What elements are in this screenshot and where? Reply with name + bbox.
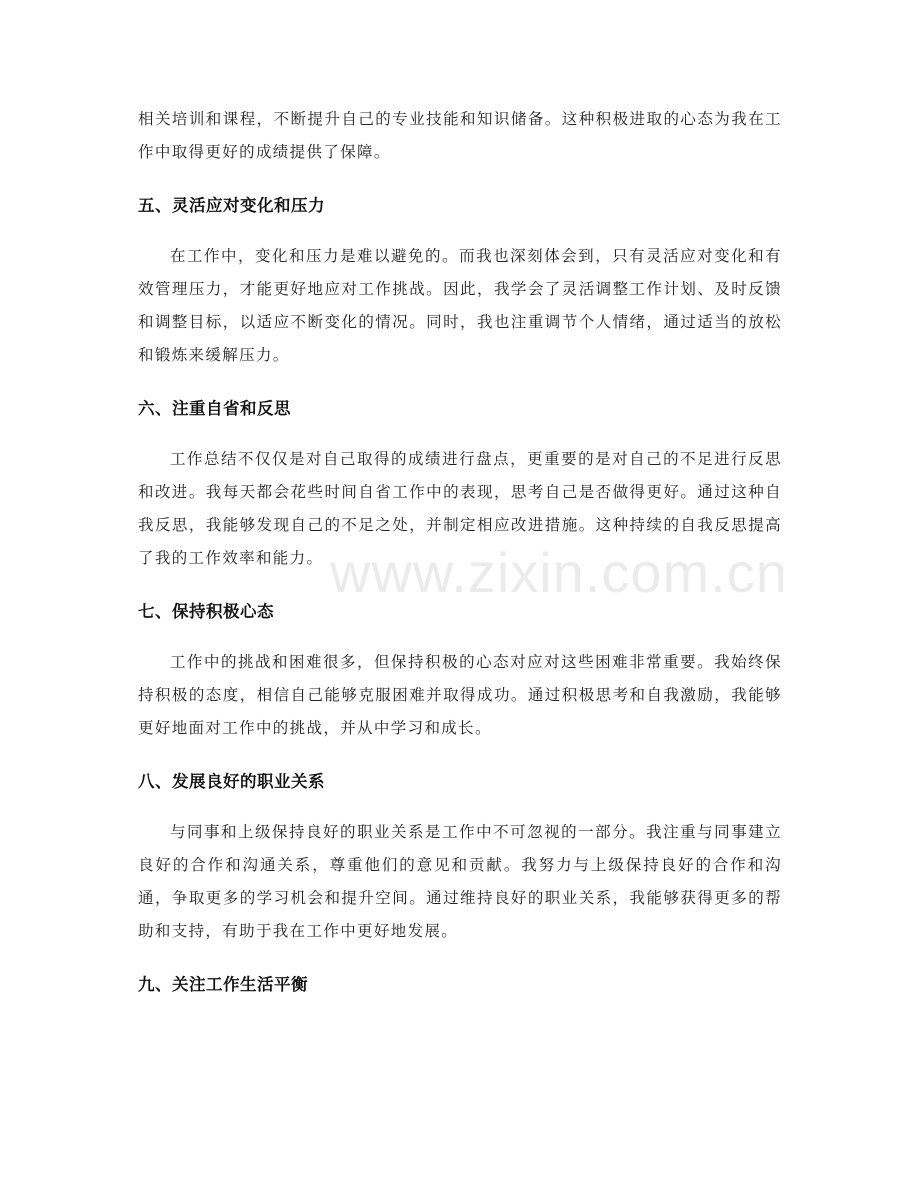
section-body-5: 在工作中，变化和压力是难以避免的。而我也深刻体会到，只有灵活应对变化和有效管理压力，才能更好地应对工作挑战。因此，我学会了灵活调整工作计划、及时反馈和调整目标，以适应不断变化的情况。同时，我也注重调节个人情绪，通过适当的放松和锻炼来缓解压力。 — [138, 247, 782, 364]
section-body-6: 工作总结不仅仅是对自己取得的成绩进行盘点，更重要的是对自己的不足进行反思和改进。我每天都会花些时间自省工作中的表现，思考自己是否做得更好。通过这种自我反思，我能够发现自己的不足之处，并制定相应改进措施。这种持续的自我反思提高了我的工作效率和能力。 — [138, 450, 782, 567]
section-heading-6: 六、注重自省和反思 — [138, 399, 291, 418]
section-heading-8: 八、发展良好的职业关系 — [138, 772, 325, 791]
section-heading-7: 七、保持积极心态 — [138, 602, 274, 621]
intro-paragraph: 相关培训和课程，不断提升自己的专业技能和知识储备。这种积极进取的心态为我在工作中取得更好的成绩提供了保障。 — [138, 110, 782, 161]
section-body-8: 与同事和上级保持良好的职业关系是工作中不可忽视的一部分。我注重与同事建立良好的合作和沟通关系，尊重他们的意见和贡献。我努力与上级保持良好的合作和沟通，争取更多的学习机会和提升空间。通过维持良好的职业关系，我能够获得更多的帮助和支持，有助于我在工作中更好地发展。 — [138, 823, 782, 940]
document-body — [138, 103, 782, 1001]
watermark: www.zixin.com.cn — [330, 541, 788, 604]
section-heading-5: 五、灵活应对变化和压力 — [138, 196, 325, 215]
section-body-7: 工作中的挑战和困难很多，但保持积极的心态对应对这些困难非常重要。我始终保持积极的态度，相信自己能够克服困难并取得成功。通过积极思考和自我激励，我能够更好地面对工作中的挑战，并从中学习和成长。 — [138, 653, 782, 737]
section-heading-9: 九、关注工作生活平衡 — [138, 975, 308, 994]
